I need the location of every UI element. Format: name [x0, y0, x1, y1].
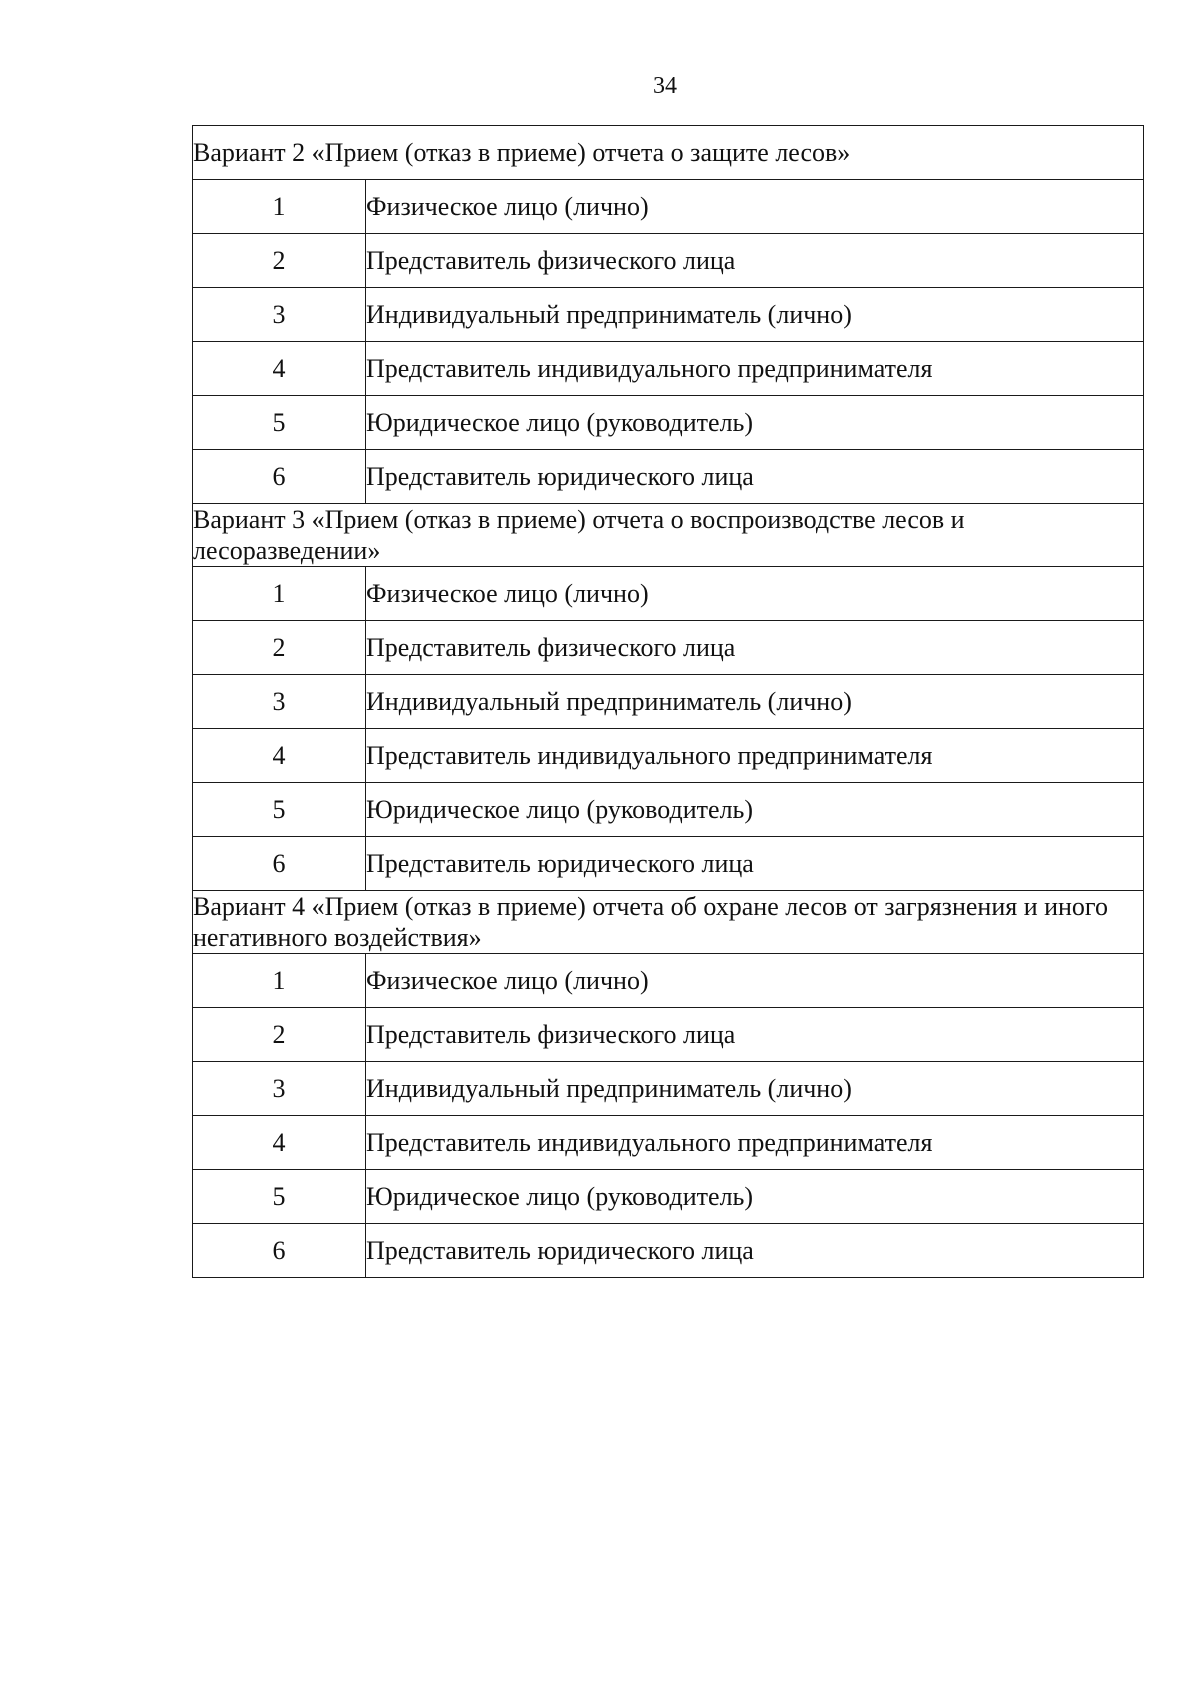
- table-row: [193, 1062, 1144, 1116]
- table-row: [193, 954, 1144, 1008]
- row-text: Представитель юридического лица: [366, 450, 1144, 504]
- table-row: [193, 234, 1144, 288]
- row-text: Представитель физического лица: [366, 234, 1144, 288]
- row-number: 5: [193, 396, 366, 450]
- row-text: Индивидуальный предприниматель (лично): [366, 288, 1144, 342]
- row-text: Физическое лицо (лично): [366, 954, 1144, 1008]
- row-number: 3: [193, 675, 366, 729]
- row-text: Юридическое лицо (руководитель): [366, 783, 1144, 837]
- variant-title: Вариант 4 «Прием (отказ в приеме) отчета об охране лесов от загрязнения и иного негативного воздействия»: [193, 891, 1144, 954]
- row-number: 6: [193, 837, 366, 891]
- page-number: 34: [653, 73, 677, 99]
- row-text: Физическое лицо (лично): [366, 567, 1144, 621]
- applicant-variants-table: [192, 125, 1144, 1278]
- table-row: [193, 342, 1144, 396]
- row-number: 6: [193, 450, 366, 504]
- row-text: Физическое лицо (лично): [366, 180, 1144, 234]
- variant-header-row: [193, 504, 1144, 567]
- row-text: Индивидуальный предприниматель (лично): [366, 1062, 1144, 1116]
- variant-header-row: [193, 891, 1144, 954]
- variant-title: Вариант 2 «Прием (отказ в приеме) отчета о защите лесов»: [193, 126, 1144, 180]
- row-number: 5: [193, 783, 366, 837]
- table-row: [193, 567, 1144, 621]
- table-row: [193, 1170, 1144, 1224]
- row-number: 1: [193, 954, 366, 1008]
- row-number: 1: [193, 180, 366, 234]
- row-text: Индивидуальный предприниматель (лично): [366, 675, 1144, 729]
- row-number: 2: [193, 1008, 366, 1062]
- row-text: Представитель юридического лица: [366, 837, 1144, 891]
- row-number: 1: [193, 567, 366, 621]
- table-row: [193, 288, 1144, 342]
- row-text: Представитель юридического лица: [366, 1224, 1144, 1278]
- row-number: 5: [193, 1170, 366, 1224]
- table-row: [193, 180, 1144, 234]
- row-text: Юридическое лицо (руководитель): [366, 1170, 1144, 1224]
- row-number: 2: [193, 234, 366, 288]
- row-number: 4: [193, 342, 366, 396]
- variant-title: Вариант 3 «Прием (отказ в приеме) отчета о воспроизводстве лесов и лесоразведении»: [193, 504, 1144, 567]
- row-number: 4: [193, 729, 366, 783]
- row-text: Представитель индивидуального предпринимателя: [366, 342, 1144, 396]
- row-number: 6: [193, 1224, 366, 1278]
- variant-header-row: [193, 126, 1144, 180]
- table-row: [193, 1116, 1144, 1170]
- row-text: Юридическое лицо (руководитель): [366, 396, 1144, 450]
- table-row: [193, 729, 1144, 783]
- table-row: [193, 621, 1144, 675]
- table-row: [193, 783, 1144, 837]
- table-row: [193, 837, 1144, 891]
- row-text: Представитель индивидуального предпринимателя: [366, 729, 1144, 783]
- table-row: [193, 675, 1144, 729]
- row-text: Представитель физического лица: [366, 1008, 1144, 1062]
- table-row: [193, 396, 1144, 450]
- table-row: [193, 450, 1144, 504]
- row-number: 3: [193, 288, 366, 342]
- row-text: Представитель физического лица: [366, 621, 1144, 675]
- row-number: 2: [193, 621, 366, 675]
- row-number: 3: [193, 1062, 366, 1116]
- table-row: [193, 1008, 1144, 1062]
- row-number: 4: [193, 1116, 366, 1170]
- row-text: Представитель индивидуального предпринимателя: [366, 1116, 1144, 1170]
- table-row: [193, 1224, 1144, 1278]
